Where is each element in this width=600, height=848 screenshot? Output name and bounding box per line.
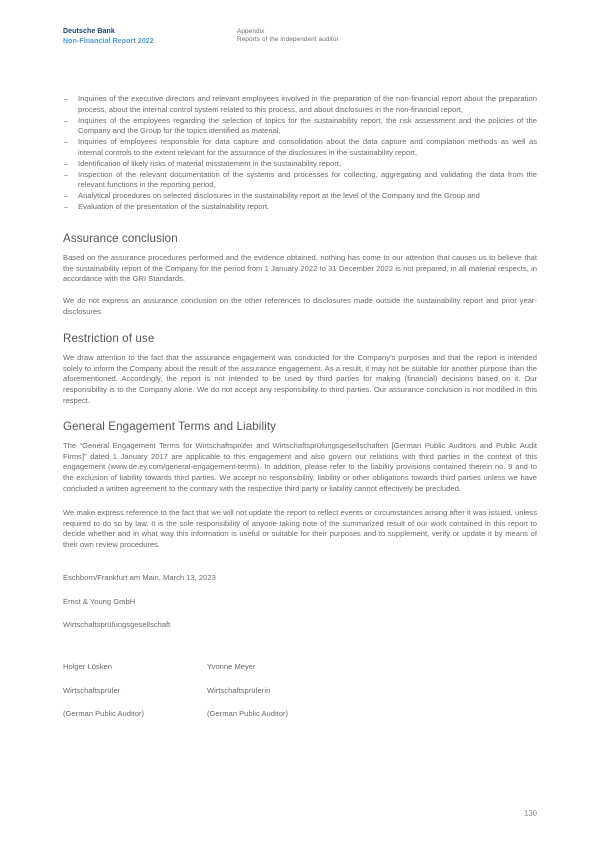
signatory-title-english: (German Public Auditor) [207,709,289,719]
bullet-item: – Analytical procedures on selected disclosures in the sustainability report at the level of the Company and the Group and [63,191,537,202]
brand-block [63,27,154,47]
assurance-paragraph-2: We do not express an assurance conclusion on the other references to disclosures made outside the sustainability report and prior year-disclosures. [63,296,537,316]
signatory-name: Holger Lösken [63,661,112,671]
heading-general-engagement-terms: General Engagement Terms and Liability [63,419,277,433]
running-title-block [237,28,339,44]
heading-assurance-conclusion: Assurance conclusion [63,231,178,245]
audit-firm-type: Wirtschaftsprüfungsgesellschaft [63,620,171,629]
page-number: 130 [523,809,537,818]
place-and-date-line: Eschborn/Frankfurt am Main, March 13, 2023 [63,572,216,582]
signatory-title-english: (German Public Auditor) [63,709,145,719]
bullet-item: – Inspection of the relevant documentation of the systems and processes for collecting, aggregating and validating the data from the relevant functions in the reporting period, [63,170,537,192]
signatory-title: Wirtschaftsprüfer [63,685,121,695]
signature-block [63,662,537,720]
report-title: Non-Financial Report 2022 [63,38,154,45]
running-title-chapter: Reports of the independent auditor [237,36,339,43]
heading-restriction-of-use: Restriction of use [63,331,155,345]
signatory-title: Wirtschaftsprüferin [207,685,271,695]
signatory-name: Yvonne Meyer [207,661,256,671]
brand-name: Deutsche Bank [63,28,115,35]
general-terms-paragraph-2: We make express reference to the fact that we will not update the report to reflect events or circumstances arising after it was issued, unless required to do so by law. It is the sole responsibility of anyone taking note of the summarized result of our work contained in this report to decide whether and in what way this information is useful or suitable for their purposes and to supplement, verify or update it by means of their own review procedures. [63,507,537,550]
bullet-item: – Inquiries of employees responsible for data capture and consolidation about the data capture and compilation methods as well as internal controls to the extent relevant for the assurance of the disclosures in the sustainability report, [63,137,537,159]
assurance-paragraph-1: Based on the assurance procedures performed and the evidence obtained, nothing has come to our attention that causes us to believe that the sustainability report of the Company for the period from 1 January 2022 to 31 December 2022 is not prepared, in all material respects, in accordance with the GRI Standards. [63,252,537,284]
running-title-section: Appendix [237,28,265,35]
restriction-paragraph: We draw attention to the fact that the assurance engagement was conducted for the Company’s purposes and that the report is intended solely to inform the Company about the result of the assurance engagement. As a result, it may not be suitable for another purpose than the aforementioned. Accordingly, the report is not intended to be used by third parties for making (financial) decisions based on it. Our responsibility is to the Company alone. We do not accept any responsibility to third parties. Our assurance conclusion is not modified in this respect. [63,352,537,405]
bullet-item: – Inquiries of the employees regarding the selection of topics for the sustainability report, the risk assessment and the policies of the Company and the Group for the topics identified as material, [63,116,537,138]
bullet-item: – Inquiries of the executive directors and relevant employees involved in the preparation of the non-financial report about the preparation process, about the internal control system related to this process, and about disclosures in the non-financial report, [63,94,537,116]
procedures-bullet-list [63,94,537,213]
bullet-item: – Evaluation of the presentation of the sustainability report. [63,202,537,213]
document-body [63,94,537,720]
general-terms-paragraph-1: The “General Engagement Terms for Wirtschaftsprüfer and Wirtschaftsprüfungsgesellschaften [German Public Auditors and Public Audit Firms]” dated 1 January 2017 are applicable to this engagement and also govern our relations with third parties in the context of this engagement (www.de.ey.com/general-engagement-terms). In addition, please refer to the liability provisions contained therein no. 9 and to the exclusion of liability towards third parties. We accept no responsibility, liability or other obligations towards third parties unless we have concluded a written agreement to the contrary with the respective third party or liability cannot effectively be precluded. [63,440,537,493]
audit-firm-name: Ernst & Young GmbH [63,596,136,606]
bullet-item: – Identification of likely risks of material misstatement in the sustainability report, [63,159,537,170]
